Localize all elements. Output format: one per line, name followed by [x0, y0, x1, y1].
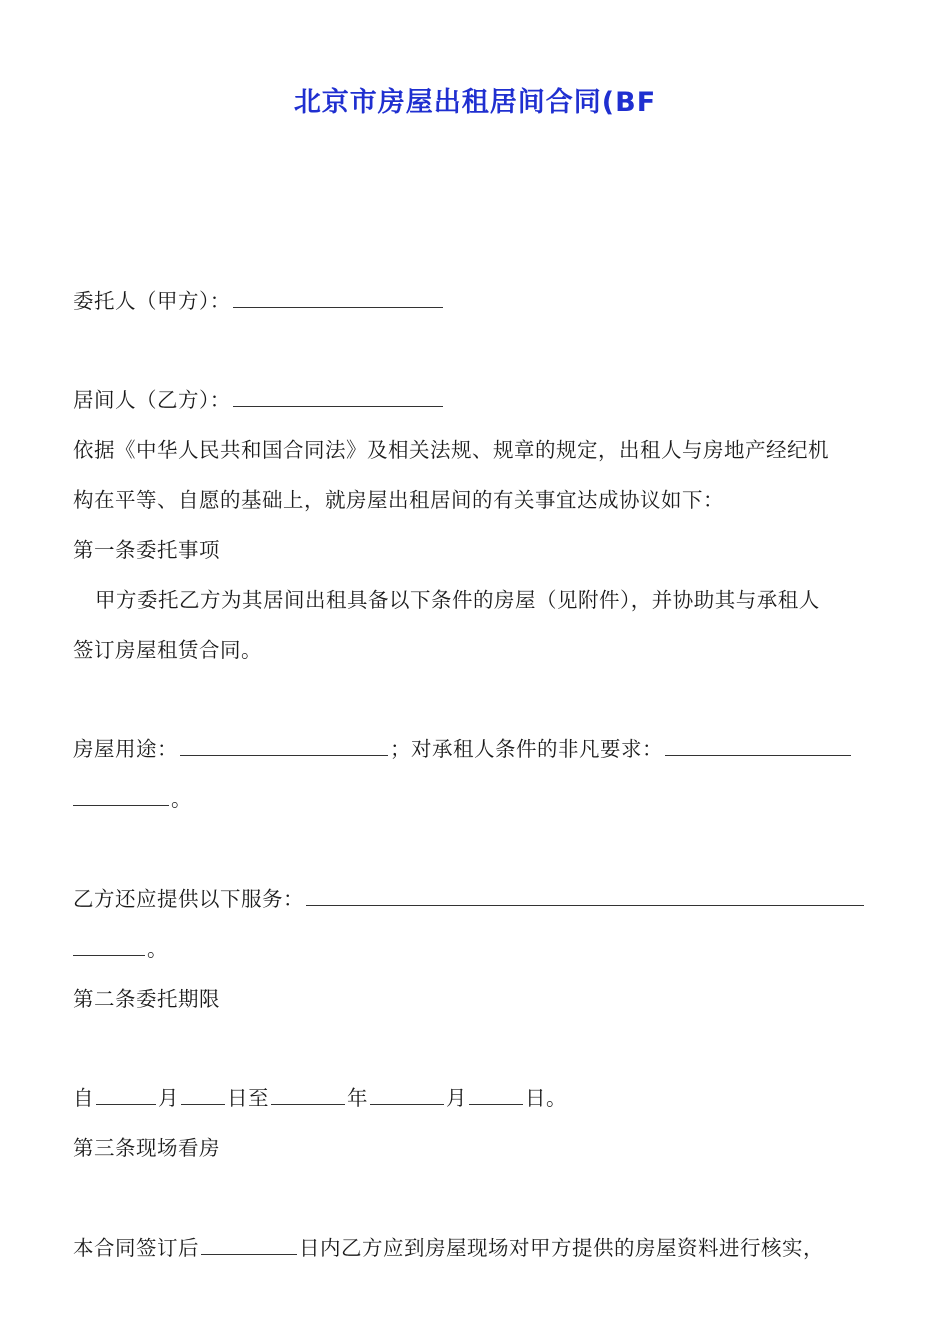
term-day-to: 日至: [227, 1086, 269, 1110]
client-label: 委托人（甲方）：: [73, 289, 231, 313]
article2-title: 第二条委托期限: [73, 987, 220, 1011]
client-blank[interactable]: [233, 289, 443, 308]
period-mark: 。: [171, 787, 192, 811]
intro-line-2: 构在平等、自愿的基础上，就房屋出租居间的有关事宜达成协议如下：: [73, 488, 724, 512]
broker-label: 居间人（乙方）：: [73, 388, 231, 412]
term-month: 月: [158, 1086, 179, 1110]
services-line-cont: [73, 935, 883, 963]
services-line: [73, 885, 883, 913]
services-label: 乙方还应提供以下服务：: [73, 887, 304, 911]
client-line: [73, 287, 883, 315]
term-end-year-blank[interactable]: [271, 1086, 345, 1105]
article1-line-2: 签订房屋租赁合同。: [73, 638, 262, 662]
broker-line: [73, 386, 883, 414]
term-line: [73, 1084, 883, 1112]
document-title: 北京市房屋出租居间合同(BF: [293, 87, 657, 118]
tenant-requirements-label: ；对承租人条件的非凡要求：: [390, 737, 663, 761]
term-start-day-blank[interactable]: [181, 1086, 225, 1105]
article3-title: 第三条现场看房: [73, 1136, 220, 1160]
term-start-month-blank[interactable]: [96, 1086, 156, 1105]
intro-line-1: 依据《中华人民共和国合同法》及相关法规、规章的规定，出租人与房地产经纪机: [73, 438, 829, 462]
usage-line: [73, 735, 883, 763]
usage-line-cont: [73, 785, 883, 813]
usage-label: 房屋用途：: [73, 737, 178, 761]
inspect-days-blank[interactable]: [201, 1236, 297, 1255]
term-from: 自: [73, 1086, 94, 1110]
services-blank-cont[interactable]: [73, 937, 145, 956]
usage-blank[interactable]: [180, 737, 388, 756]
article1-title: 第一条委托事项: [73, 538, 220, 562]
tenant-requirements-blank-cont[interactable]: [73, 787, 169, 806]
tenant-requirements-blank[interactable]: [665, 737, 851, 756]
inspect-suffix: 日内乙方应到房屋现场对甲方提供的房屋资料进行核实，: [299, 1236, 824, 1260]
term-day-end: 日。: [525, 1086, 567, 1110]
inspect-prefix: 本合同签订后: [73, 1236, 199, 1260]
services-blank[interactable]: [306, 887, 864, 906]
period-mark: 。: [147, 937, 168, 961]
term-end-month-blank[interactable]: [370, 1086, 444, 1105]
term-month-2: 月: [446, 1086, 467, 1110]
term-year: 年: [347, 1086, 368, 1110]
article1-line-1: 甲方委托乙方为其居间出租具备以下条件的房屋（见附件），并协助其与承租人: [95, 588, 820, 612]
broker-blank[interactable]: [233, 388, 443, 407]
inspect-line: [73, 1234, 883, 1262]
term-end-day-blank[interactable]: [469, 1086, 523, 1105]
